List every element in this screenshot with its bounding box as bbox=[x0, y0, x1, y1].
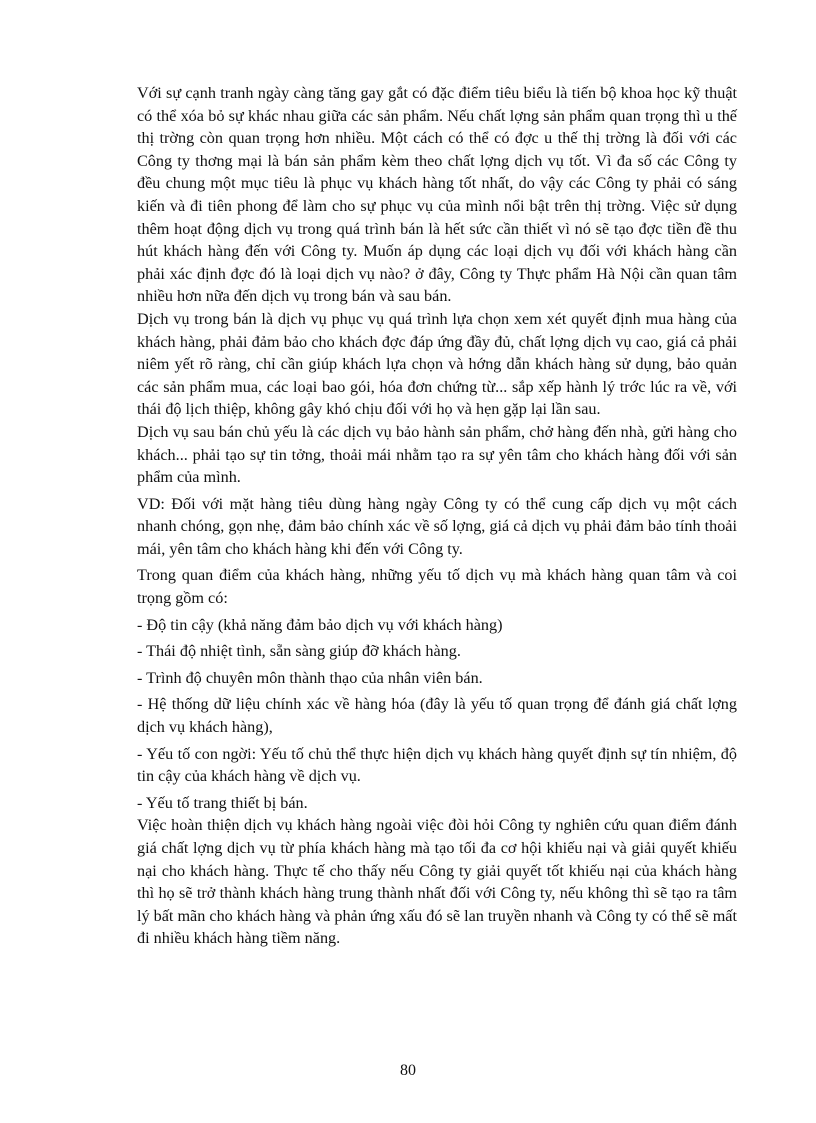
list-item: - Trình độ chuyên môn thành thạo của nhân viên bán. bbox=[137, 668, 483, 687]
list-item: - Độ tin cậy (khả năng đảm bảo dịch vụ với khách hàng) bbox=[137, 615, 503, 634]
paragraph-example: VD: Đối với mặt hàng tiêu dùng hàng ngày Công ty có thể cung cấp dịch vụ một cách nhanh chóng, gọn nhẹ, đảm bảo chính xác về số lợng, giá cả dịch vụ phải đảm bảo tính thoải mái, yên tâm cho khách hàng khi đến với Công ty. bbox=[137, 494, 737, 558]
paragraph-customer-view: Trong quan điểm của khách hàng, những yếu tố dịch vụ mà khách hàng quan tâm và coi trọng gồm có: bbox=[137, 566, 737, 608]
list-item: - Thái độ nhiệt tình, sẵn sàng giúp đỡ khách hàng. bbox=[137, 642, 461, 661]
list-item: - Hệ thống dữ liệu chính xác về hàng hóa (đây là yếu tố quan trọng để đánh giá chất lợng dịch vụ khách hàng), bbox=[137, 695, 737, 737]
list-item: - Yếu tố trang thiết bị bán. bbox=[137, 793, 308, 812]
page-body bbox=[137, 82, 737, 950]
paragraph-in-sale-service: Dịch vụ trong bán là dịch vụ phục vụ quá trình lựa chọn xem xét quyết định mua hàng của khách hàng, phải đảm bảo cho khách đợc đáp ứng đầy đủ, chất lợng dịch vụ cao, giá cả phải niêm yết rõ ràng, chỉ cần giúp khách lựa chọn và hớng dẫn khách hàng sử dụng, bảo quản các sản phẩm mua, các loại bao gói, hóa đơn chứng từ... sắp xếp hành lý trớc lúc ra về, với thái độ lịch thiệp, không gây khó chịu đối với họ và hẹn gặp lại lần sau. bbox=[137, 309, 737, 419]
list-item: - Yếu tố con ngời: Yếu tố chủ thể thực hiện dịch vụ khách hàng quyết định sự tín nhiệm, độ tin cậy của khách hàng về dịch vụ. bbox=[137, 744, 737, 786]
page-number: 80 bbox=[400, 1062, 416, 1079]
paragraph-after-sale-service: Dịch vụ sau bán chủ yếu là các dịch vụ bảo hành sản phẩm, chở hàng đến nhà, gửi hàng cho khách... phải tạo sự tin tởng, thoải mái nhằm tạo ra sự yên tâm cho khách hàng đối với sản phẩm của mình. bbox=[137, 422, 737, 487]
paragraph-intro: Với sự cạnh tranh ngày càng tăng gay gắt có đặc điểm tiêu biểu là tiến bộ khoa học kỹ thuật có thể xóa bỏ sự khác nhau giữa các sản phẩm. Nếu chất lợng sản phẩm quan trọng thì u thế thị trờng còn quan trọng hơn nhiều. Một cách có thể có đợc u thế thị trờng là đối với các Công ty thơng mại là bán sản phẩm kèm theo chất lợng dịch vụ tốt. Vì đa số các Công ty đều chung một mục tiêu là phục vụ khách hàng tốt nhất, do vậy các Công ty phải có sáng kiến và đi tiên phong để làm cho sự phục vụ của mình nổi bật trên thị trờng. Việc sử dụng thêm hoạt động dịch vụ trong quá trình bán là hết sức cần thiết vì nó sẽ tạo đợc tiền đề thu hút khách hàng đến với Công ty. Muốn áp dụng các loại dịch vụ đối với khách hàng cần phải xác định đợc đó là loại dịch vụ nào? ở đây, Công ty Thực phẩm Hà Nội cần quan tâm nhiều hơn nữa đến dịch vụ trong bán và sau bán. bbox=[137, 84, 737, 306]
paragraph-conclusion: Việc hoàn thiện dịch vụ khách hàng ngoài việc đòi hỏi Công ty nghiên cứu quan điểm đánh giá chất lợng dịch vụ từ phía khách hàng mà tạo tối đa cơ hội khiếu nại và giải quyết khiếu nại cho khách hàng. Thực tế cho thấy nếu Công ty giải quyết tốt khiếu nại của khách hàng thì họ sẽ trở thành khách hàng trung thành nhất đối với Công ty, nếu không thì sẽ tạo ra tâm lý bất mãn cho khách hàng và phản ứng xấu đó sẽ lan truyền nhanh và Công ty có thể sẽ mất đi nhiều khách hàng tiềm năng. bbox=[137, 816, 737, 948]
